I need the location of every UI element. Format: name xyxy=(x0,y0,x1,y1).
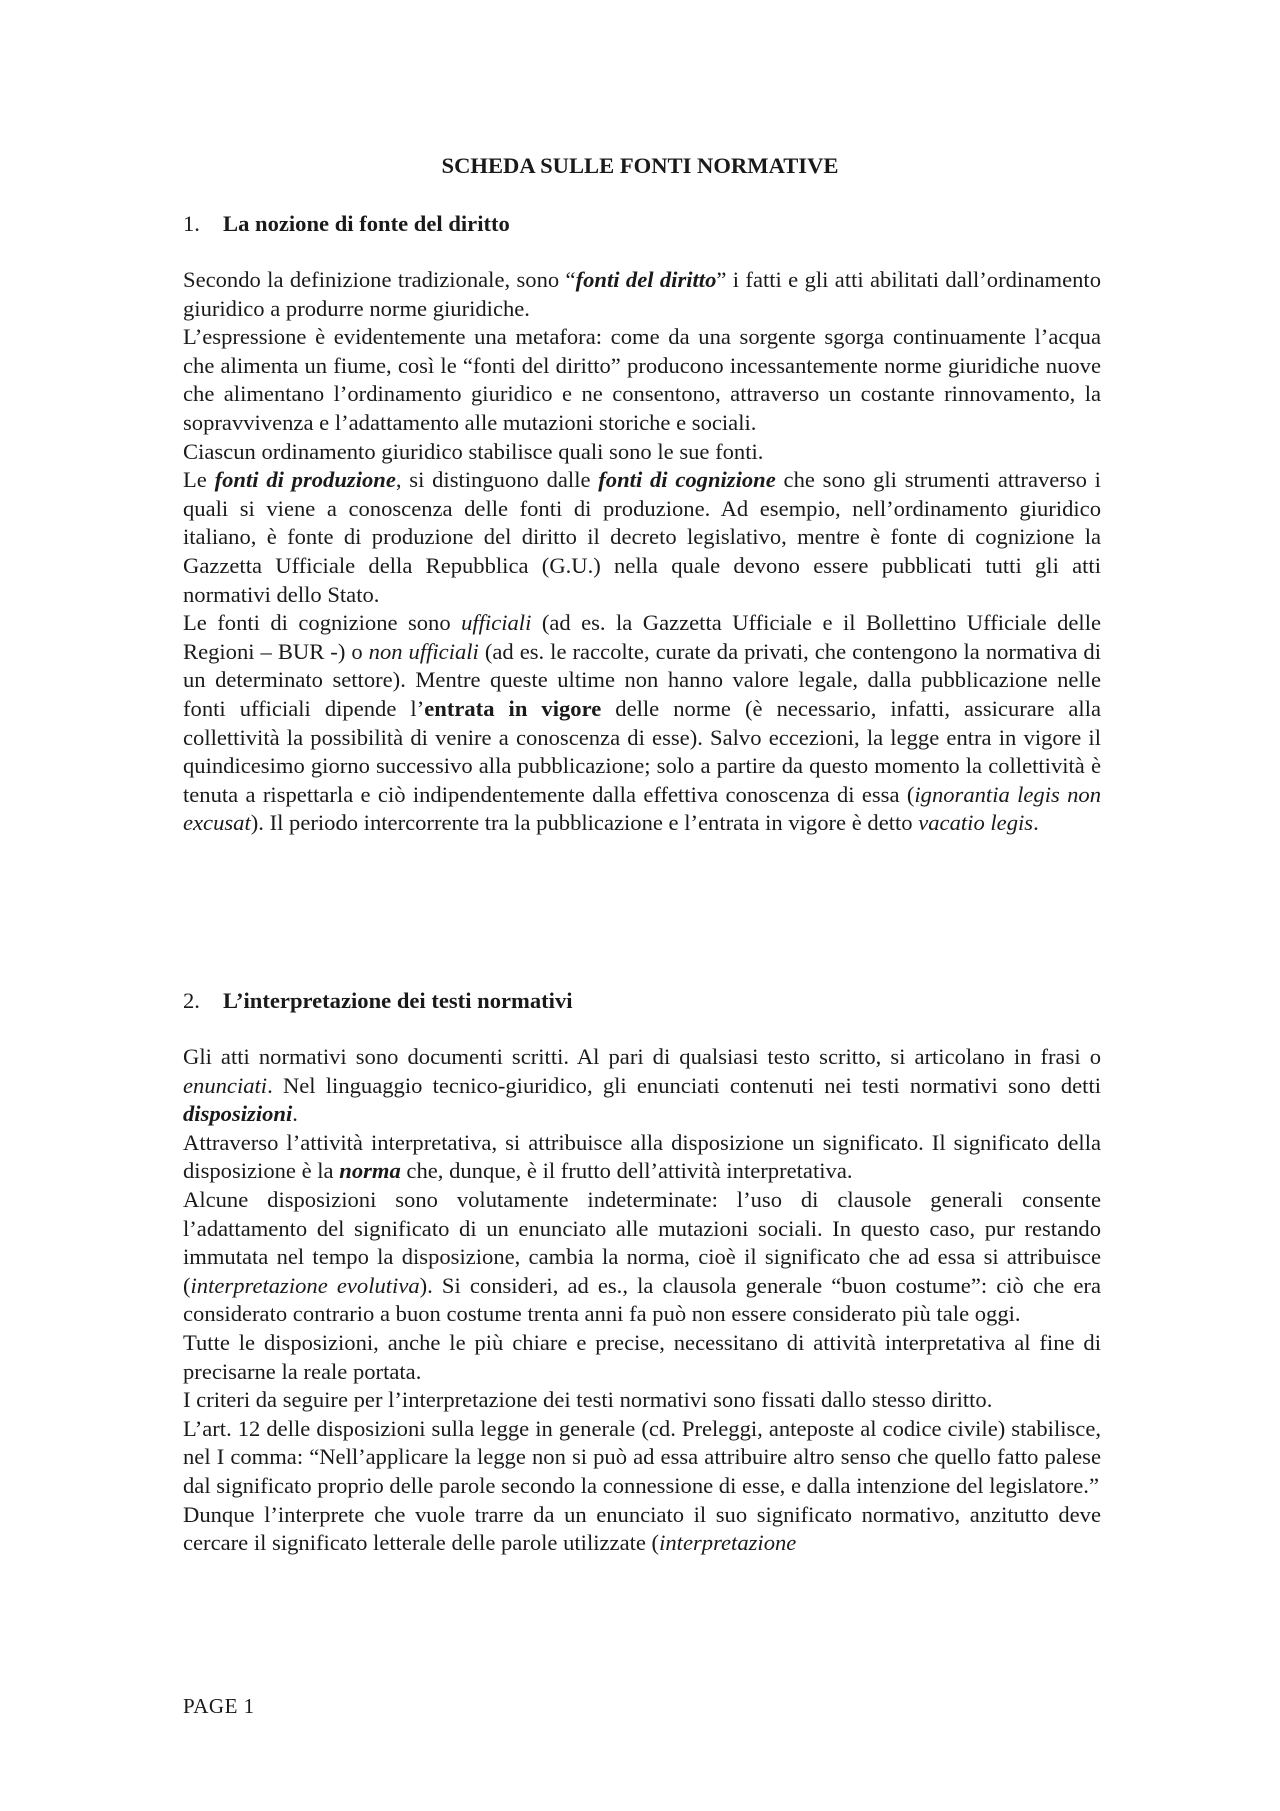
paragraph: Dunque l’interprete che vuole trarre da un enunciato il suo significato normativo, anzitutto deve cercare il significato letterale delle parole utilizzate (interpretazione xyxy=(183,1501,1101,1556)
paragraph: Ciascun ordinamento giuridico stabilisce quali sono le sue fonti. xyxy=(183,438,764,464)
document-title: SCHEDA SULLE FONTI NORMATIVE xyxy=(441,153,839,178)
emphasis: fonti di cognizione xyxy=(598,467,776,493)
paragraph: Alcune disposizioni sono volutamente indeterminate: l’uso di clausole generali consente l’adattamento del significato di un enunciato alle mutazioni sociali. In questo caso, pur restando immutata nel tempo la disposizione, cambia la norma, cioè il significato che ad essa si attribuisce (interpretazione evolutiva). Si consideri, ad es., la clausola generale “buon costume”: ciò che era considerato contrario a buon costume trenta anni fa può non essere considerato più tale oggi. xyxy=(183,1186,1101,1327)
section-body xyxy=(183,266,1101,838)
emphasis: ufficiali xyxy=(461,610,532,636)
section-body xyxy=(183,1043,1101,1558)
paragraph: Tutte le disposizioni, anche le più chiare e precise, necessitano di attività interpretativa al fine di precisarne la reale portata. xyxy=(183,1329,1101,1384)
paragraph: Le fonti di produzione, si distinguono dalle fonti di cognizione che sono gli strumenti attraverso i quali si viene a conoscenza delle fonti di produzione. Ad esempio, nell’ordinamento giuridico italiano, è fonte di produzione del diritto il decreto legislativo, mentre è fonte di cognizione la Gazzetta Ufficiale della Repubblica (G.U.) nella quale devono essere pubblicati tutti gli atti normativi dello Stato. xyxy=(183,467,1101,607)
section-number: 1. xyxy=(183,211,200,236)
section-title: La nozione di fonte del diritto xyxy=(223,211,510,236)
emphasis: norma xyxy=(339,1158,401,1184)
paragraph: I criteri da seguire per l’interpretazione dei testi normativi sono fissati dallo stesso diritto. xyxy=(183,1387,993,1413)
paragraph: L’espressione è evidentemente una metafora: come da una sorgente sgorga continuamente l’acqua che alimenta un fiume, così le “fonti del diritto” producono incessantemente norme giuridiche nuove che alimentano l’ordinamento giuridico e ne consentono, attraverso un costante rinnovamento, la sopravvivenza e l’adattamento alle mutazioni storiche e sociali. xyxy=(183,324,1101,435)
emphasis: interpretazione xyxy=(659,1530,797,1556)
section-number: 2. xyxy=(183,988,200,1013)
emphasis: interpretazione evolutiva xyxy=(190,1272,420,1298)
section-heading xyxy=(183,987,573,1015)
paragraph: Secondo la definizione tradizionale, sono “fonti del diritto” i fatti e gli atti abilitati dall’ordinamento giuridico a produrre norme giuridiche. xyxy=(183,267,1101,321)
emphasis: ignorantia legis non excusat xyxy=(183,781,1102,836)
emphasis: enunciati xyxy=(183,1072,268,1098)
emphasis: vacatio legis xyxy=(918,810,1034,836)
emphasis: fonti di produzione xyxy=(214,467,396,493)
page-number-footer: PAGE 1 xyxy=(183,1694,255,1718)
paragraph: Le fonti di cognizione sono ufficiali (ad es. la Gazzetta Ufficiale e il Bollettino Ufficiale delle Regioni – BUR -) o non ufficiali (ad es. le raccolte, curate da privati, che contengono la normativa di un determinato settore). Mentre queste ultime non hanno valore legale, dalla pubblicazione nelle fonti ufficiali dipende l’entrata in vigore delle norme (è necessario, infatti, assicurare alla collettività la possibilità di venire a conoscenza di esse). Salvo eccezioni, la legge entra in vigore il quindicesimo giorno successivo alla pubblicazione; solo a partire da questo momento la collettività è tenuta a rispettarla e ciò indipendentemente dalla effettiva conoscenza di essa (ignorantia legis non excusat). Il periodo intercorrente tra la pubblicazione e l’entrata in vigore è detto vacatio legis. xyxy=(183,610,1102,836)
paragraph: Attraverso l’attività interpretativa, si attribuisce alla disposizione un significato. Il significato della disposizione è la norma che, dunque, è il frutto dell’attività interpretativa. xyxy=(183,1129,1101,1184)
emphasis: entrata in vigore xyxy=(424,695,602,721)
paragraph: L’art. 12 delle disposizioni sulla legge in generale (cd. Preleggi, anteposte al codice civile) stabilisce, nel I comma: “Nell’applicare la legge non si può ad essa attribuire altro senso che quello fatto palese dal significato proprio delle parole secondo la connessione di esse, e dalla intenzione del legislatore.” xyxy=(183,1415,1101,1498)
section-title: L’interpretazione dei testi normativi xyxy=(223,988,573,1013)
paragraph: Gli atti normativi sono documenti scritti. Al pari di qualsiasi testo scritto, si articolano in frasi o enunciati. Nel linguaggio tecnico-giuridico, gli enunciati contenuti nei testi normativi sono detti disposizioni. xyxy=(183,1044,1101,1127)
section-heading xyxy=(183,210,510,238)
emphasis: non ufficiali xyxy=(368,638,479,664)
emphasis: disposizioni xyxy=(183,1101,293,1127)
emphasis: fonti del diritto xyxy=(575,267,717,292)
